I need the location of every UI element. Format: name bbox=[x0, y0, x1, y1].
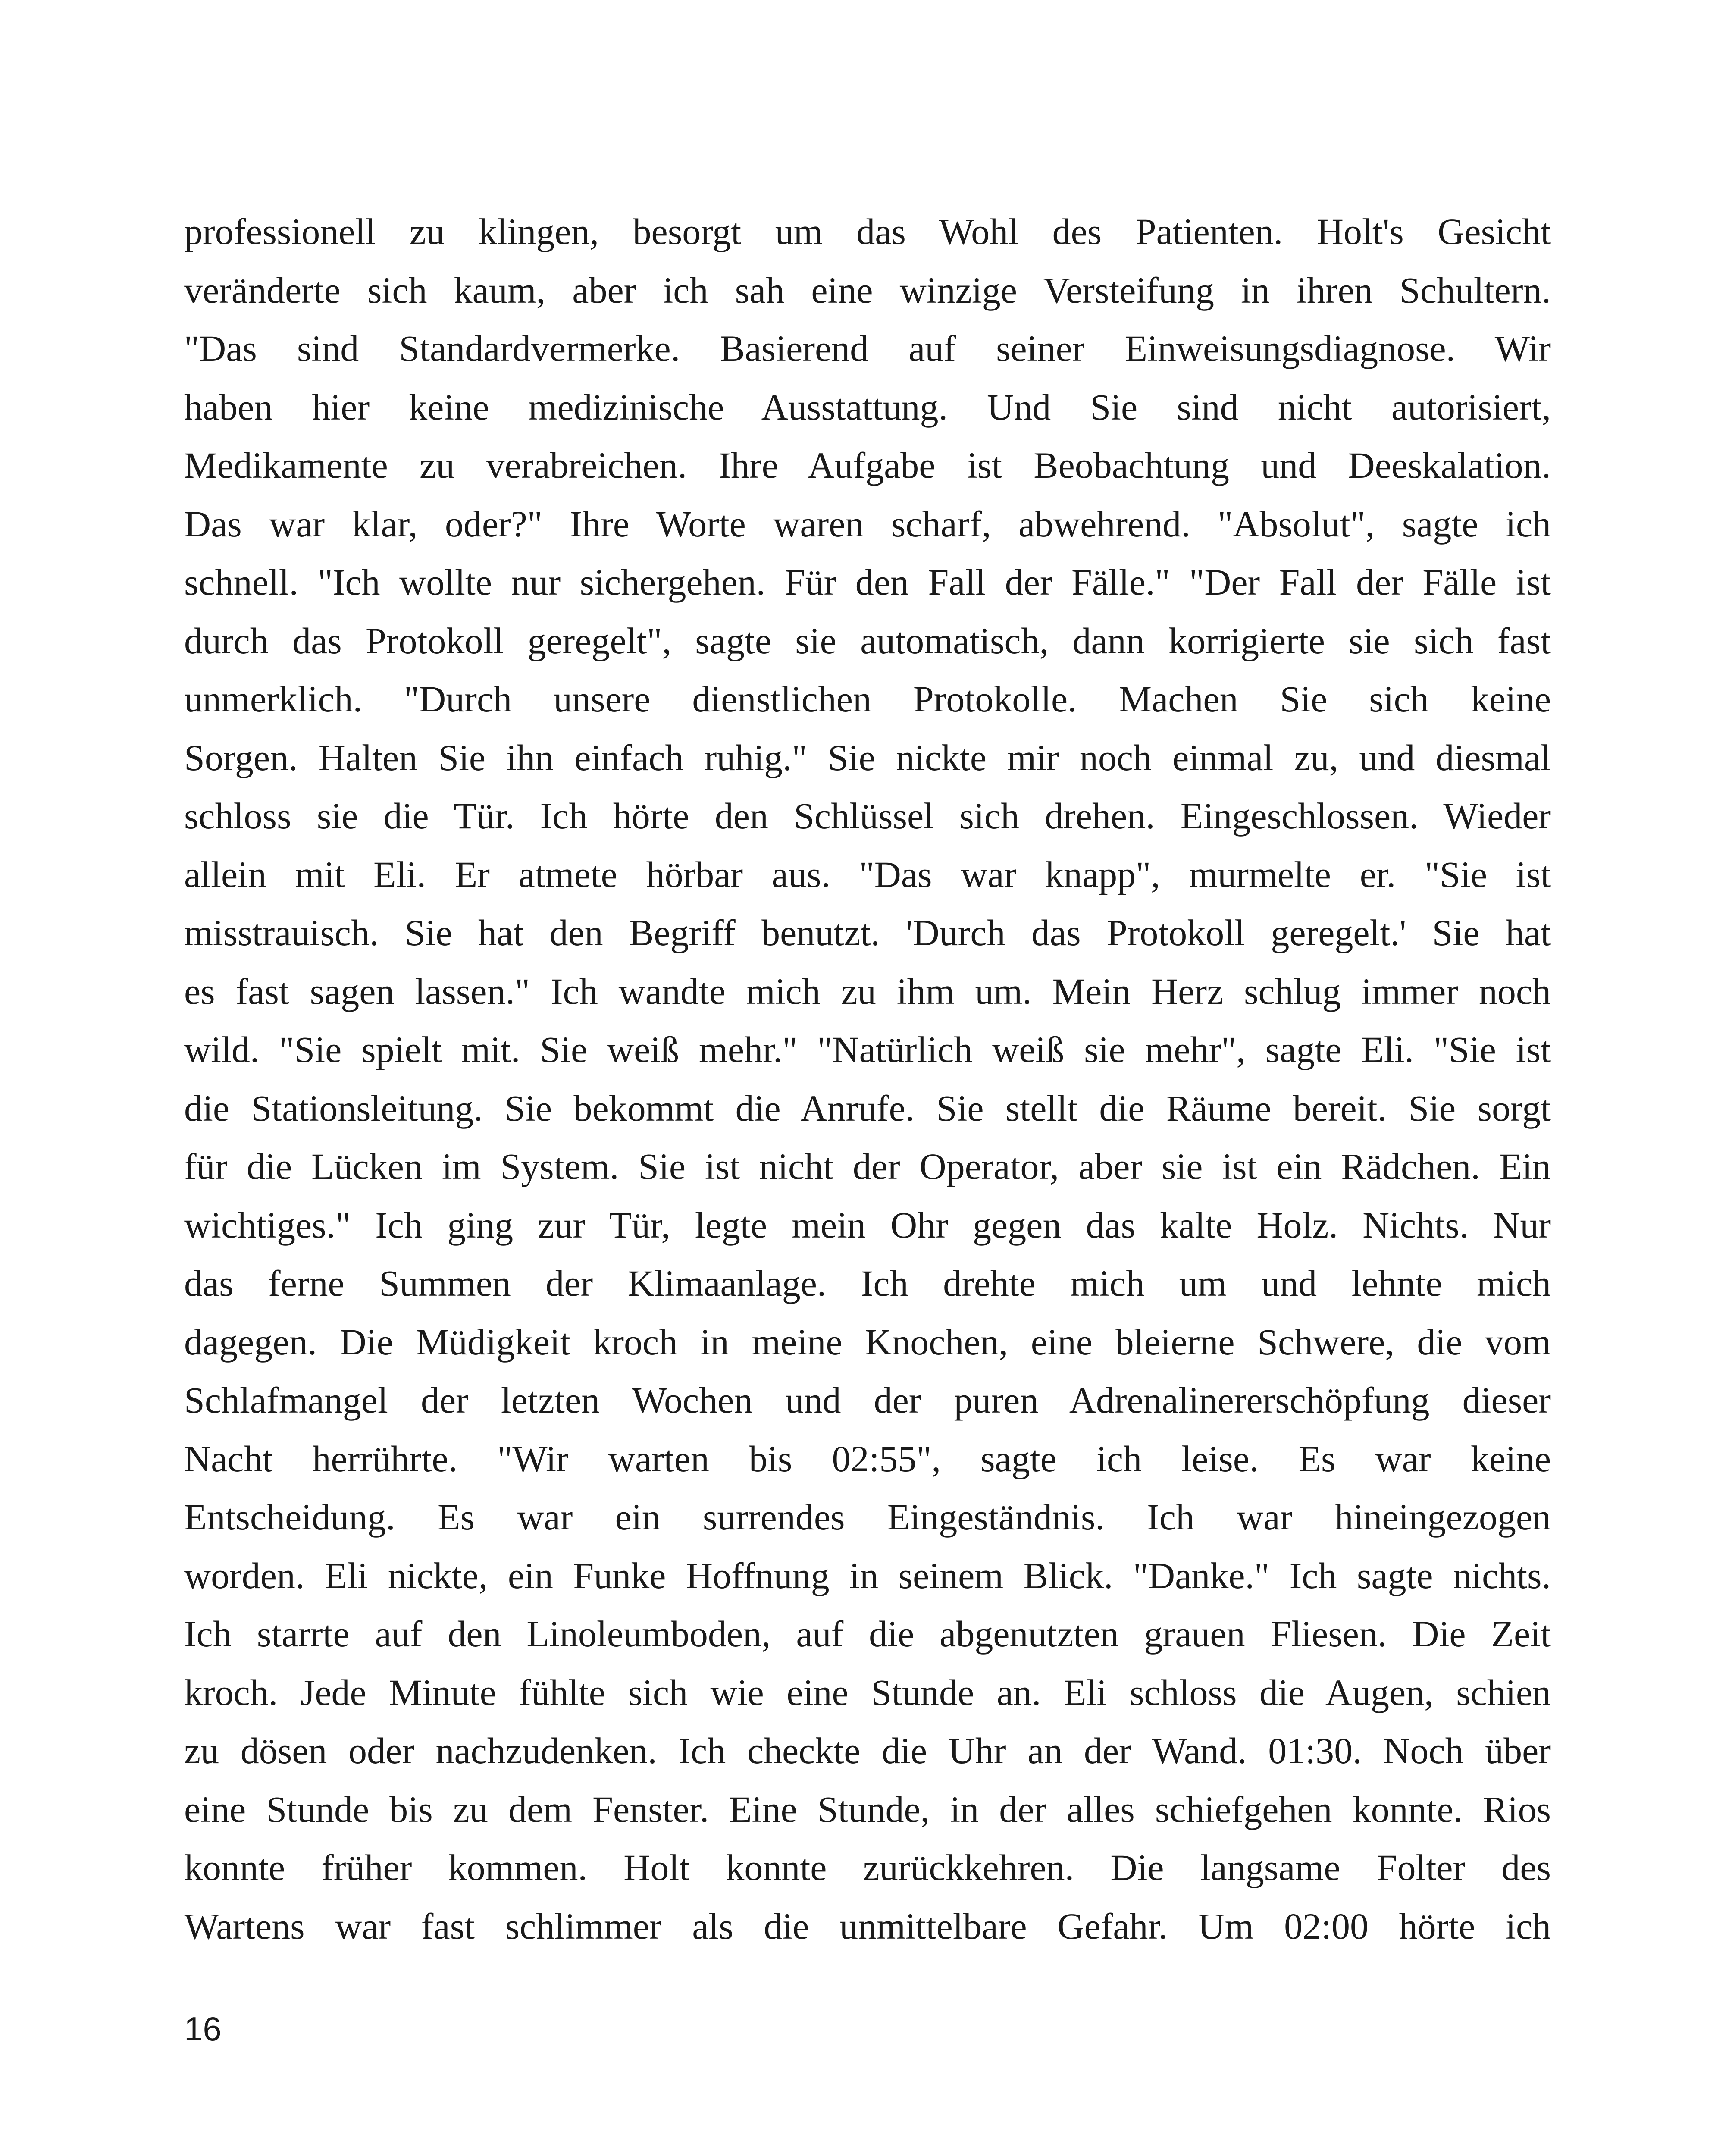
text-line: Medikamente zu verabreichen. Ihre Aufgabe ist Beobachtung und Deeskalation. bbox=[184, 445, 1551, 486]
text-line: schnell. "Ich wollte nur sichergehen. Für den Fall der Fälle." "Der Fall der Fälle ist bbox=[184, 561, 1551, 603]
text-line: "Das sind Standardvermerke. Basierend auf seiner Einweisungsdiagnose. Wir bbox=[184, 328, 1551, 369]
text-line: konnte früher kommen. Holt konnte zurückkehren. Die langsame Folter des bbox=[184, 1847, 1551, 1888]
text-line: veränderte sich kaum, aber ich sah eine winzige Versteifung in ihren Schultern. bbox=[184, 269, 1551, 311]
text-line: misstrauisch. Sie hat den Begriff benutzt. 'Durch das Protokoll geregelt.' Sie hat bbox=[184, 912, 1551, 953]
text-line: Entscheidung. Es war ein surrendes Eingeständnis. Ich war hineingezogen bbox=[184, 1496, 1551, 1538]
text-line: Wartens war fast schlimmer als die unmittelbare Gefahr. Um 02:00 hörte ich bbox=[184, 1905, 1551, 1947]
text-line: wild. "Sie spielt mit. Sie weiß mehr." "Natürlich weiß sie mehr", sagte Eli. "Sie ist bbox=[184, 1029, 1551, 1070]
text-line: professionell zu klingen, besorgt um das Wohl des Patienten. Holt's Gesicht bbox=[184, 211, 1551, 252]
text-line: Nacht herrührte. "Wir warten bis 02:55", sagte ich leise. Es war keine bbox=[184, 1438, 1551, 1479]
page-number: 16 bbox=[184, 2010, 222, 2048]
text-line: Schlafmangel der letzten Wochen und der puren Adrenalinererschöpfung dieser bbox=[184, 1379, 1551, 1421]
text-line: dagegen. Die Müdigkeit kroch in meine Knochen, eine bleierne Schwere, die vom bbox=[184, 1321, 1551, 1363]
text-line: Das war klar, oder?" Ihre Worte waren scharf, abwehrend. "Absolut", sagte ich bbox=[184, 503, 1551, 545]
body-text bbox=[184, 203, 1551, 1955]
text-line: kroch. Jede Minute fühlte sich wie eine Stunde an. Eli schloss die Augen, schien bbox=[184, 1671, 1551, 1713]
text-line: für die Lücken im System. Sie ist nicht der Operator, aber sie ist ein Rädchen. Ein bbox=[184, 1146, 1551, 1187]
text-line: schloss sie die Tür. Ich hörte den Schlüssel sich drehen. Eingeschlossen. Wieder bbox=[184, 795, 1551, 837]
text-line: wichtiges." Ich ging zur Tür, legte mein Ohr gegen das kalte Holz. Nichts. Nur bbox=[184, 1204, 1551, 1246]
text-line: unmerklich. "Durch unsere dienstlichen Protokolle. Machen Sie sich keine bbox=[184, 678, 1551, 720]
text-line: durch das Protokoll geregelt", sagte sie automatisch, dann korrigierte sie sich fast bbox=[184, 620, 1551, 661]
text-line: es fast sagen lassen." Ich wandte mich zu ihm um. Mein Herz schlug immer noch bbox=[184, 970, 1551, 1012]
text-line: allein mit Eli. Er atmete hörbar aus. "Das war knapp", murmelte er. "Sie ist bbox=[184, 853, 1551, 895]
text-line: worden. Eli nickte, ein Funke Hoffnung in seinem Blick. "Danke." Ich sagte nichts. bbox=[184, 1554, 1551, 1596]
text-line: Sorgen. Halten Sie ihn einfach ruhig." Sie nickte mir noch einmal zu, und diesmal bbox=[184, 736, 1551, 778]
text-line: haben hier keine medizinische Ausstattung. Und Sie sind nicht autorisiert, bbox=[184, 386, 1551, 428]
text-line: das ferne Summen der Klimaanlage. Ich drehte mich um und lehnte mich bbox=[184, 1263, 1551, 1304]
text-line: eine Stunde bis zu dem Fenster. Eine Stunde, in der alles schiefgehen konnte. Rios bbox=[184, 1788, 1551, 1830]
text-line: zu dösen oder nachzudenken. Ich checkte die Uhr an der Wand. 01:30. Noch über bbox=[184, 1730, 1551, 1771]
text-line: die Stationsleitung. Sie bekommt die Anrufe. Sie stellt die Räume bereit. Sie sorgt bbox=[184, 1087, 1551, 1129]
text-line: Ich starrte auf den Linoleumboden, auf die abgenutzten grauen Fliesen. Die Zeit bbox=[184, 1613, 1551, 1655]
